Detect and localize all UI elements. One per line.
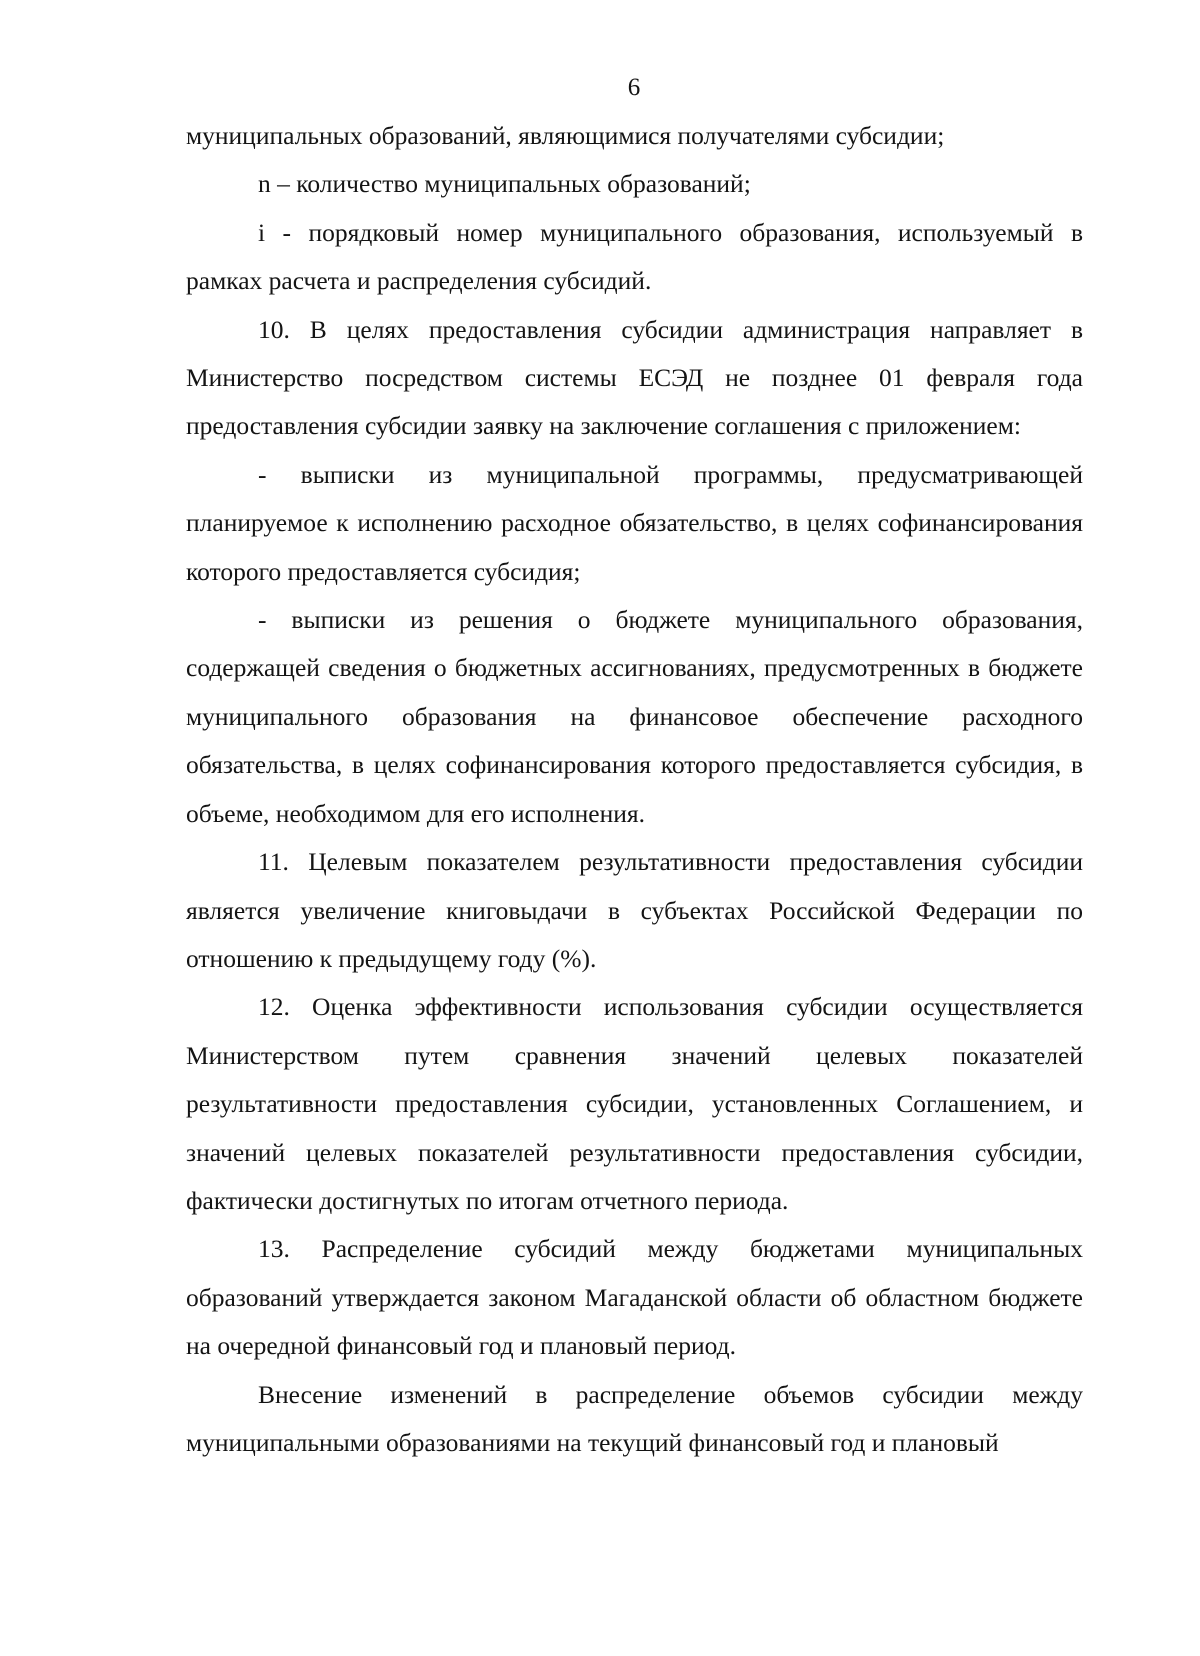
- paragraph-clause-10-item-2: - выписки из решения о бюджете муниципального образования, содержащей сведения о бюджетных ассигнованиях, предусмотренных в бюджете муниципального образования на финансовое обеспечение расходного обязательства, в целях софинансирования которого предоставляется субсидия, в объеме, необходимом для его исполнения.: [186, 605, 1083, 828]
- paragraph-clause-10: 10. В целях предоставления субсидии администрация направляет в Министерство посредством системы ЕСЭД не позднее 01 февраля года предоставления субсидии заявку на заключение соглашения с приложением:: [186, 314, 1083, 441]
- paragraph-n-definition: n – количество муниципальных образований;: [258, 169, 751, 199]
- paragraph-clause-10-item-1: - выписки из муниципальной программы, предусматривающей планируемое к исполнению расходное обязательство, в целях софинансирования которого предоставляется субсидия;: [186, 459, 1083, 586]
- paragraph-continuation: муниципальных образований, являющимися получателями субсидии;: [186, 121, 945, 150]
- paragraph-clause-12: 12. Оценка эффективности использования субсидии осуществляется Министерством путем сравнения значений целевых показателей результативности предоставления субсидии, установленных Соглашением, и значений целевых показателей результативности предоставления субсидии, фактически достигнутых по итогам отчетного периода.: [186, 992, 1083, 1215]
- paragraph-clause-13: 13. Распределение субсидий между бюджетами муниципальных образований утверждается законом Магаданской области об областном бюджете на очередной финансовый год и плановый период.: [186, 1234, 1083, 1361]
- paragraph-i-definition: i - порядковый номер муниципального образования, используемый в рамках расчета и распределения субсидий.: [186, 217, 1083, 296]
- page-number: 6: [627, 74, 641, 101]
- paragraph-clause-11: 11. Целевым показателем результативности предоставления субсидии является увеличение книговыдачи в субъектах Российской Федерации по отношению к предыдущему году (%).: [186, 847, 1083, 973]
- document-body: [186, 112, 1083, 1467]
- paragraph-amendments: Внесение изменений в распределение объемов субсидии между муниципальными образованиями на текущий финансовый год и плановый: [186, 1379, 1083, 1457]
